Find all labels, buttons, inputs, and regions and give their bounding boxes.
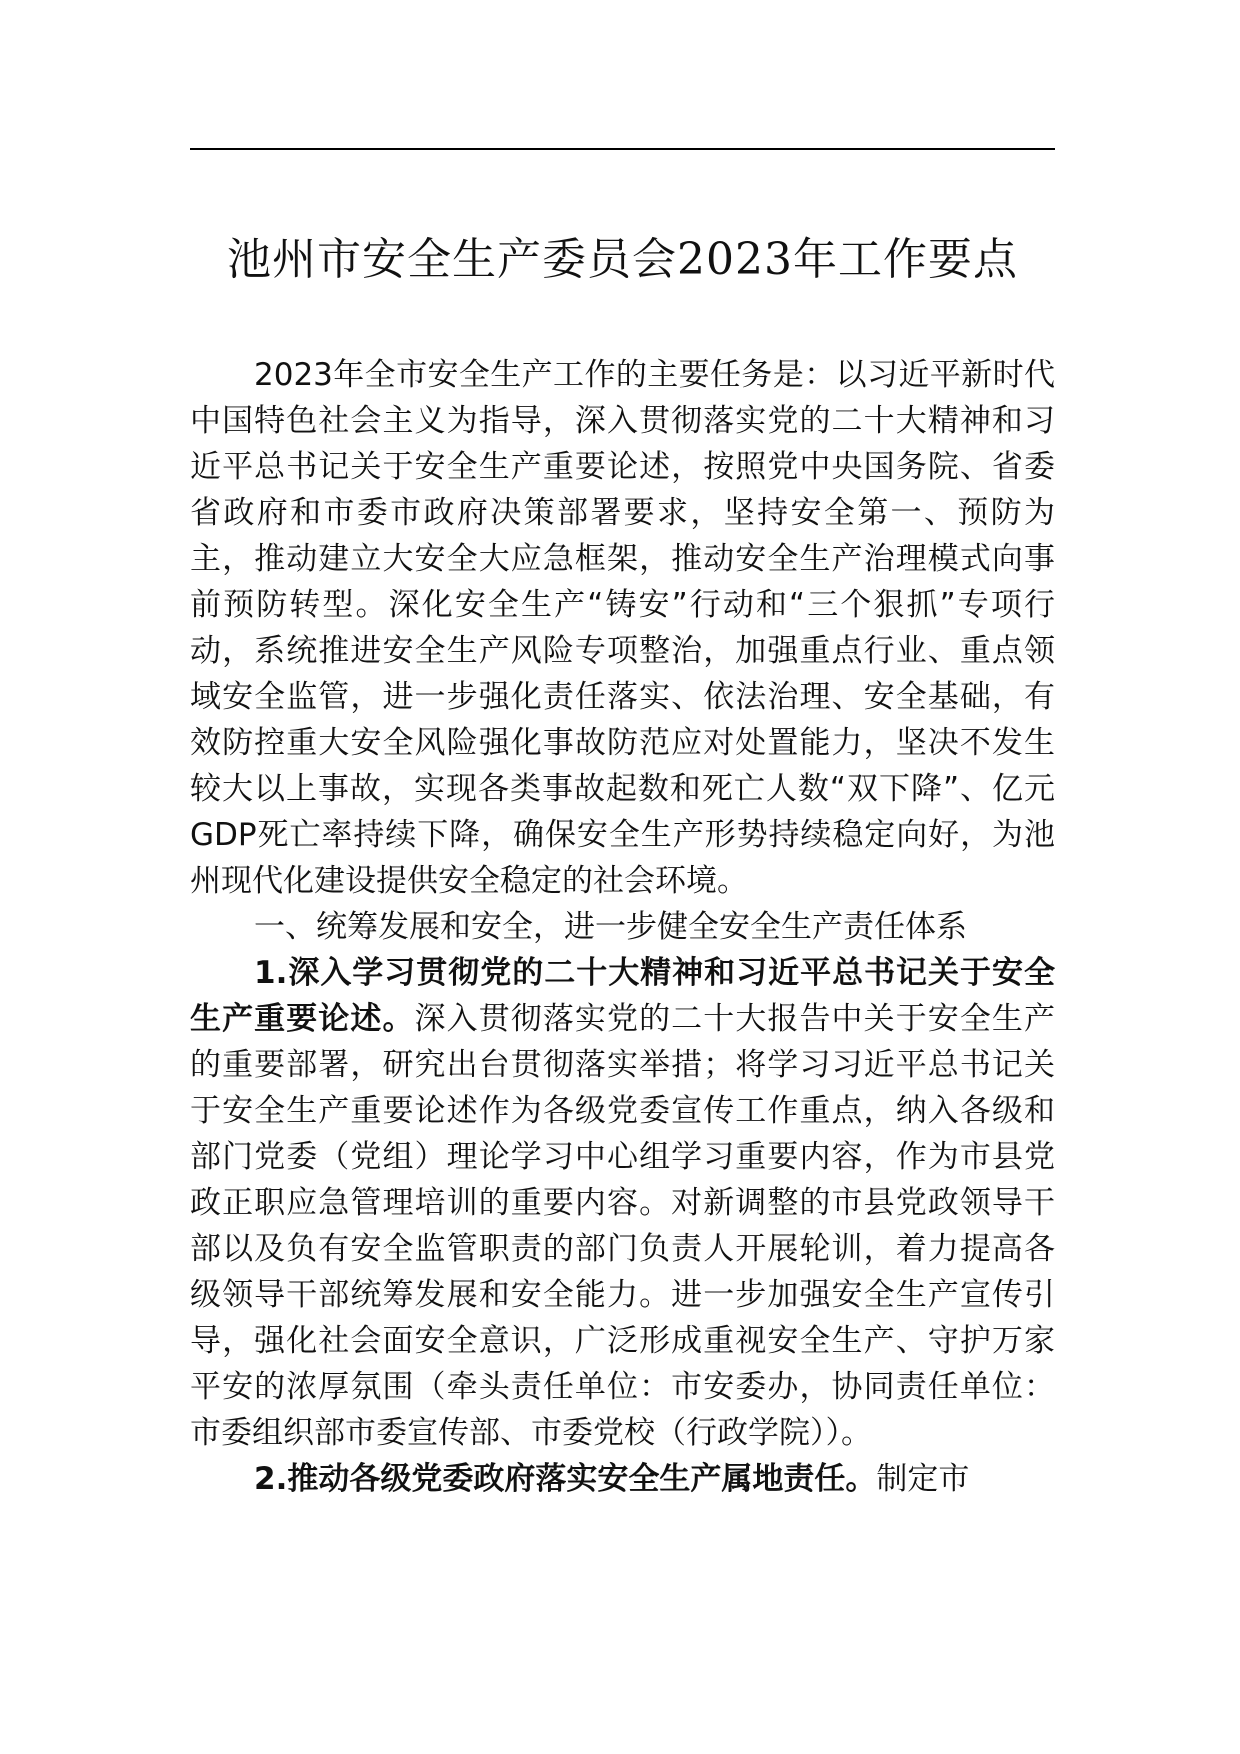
document-body bbox=[190, 352, 1055, 1502]
document-title: 池州市安全生产委员会2023年工作要点 bbox=[227, 234, 1018, 285]
item-2-paragraph bbox=[190, 1456, 1055, 1502]
intro-paragraph: 2023年全市安全生产工作的主要任务是：以习近平新时代中国特色社会主义为指导，深入贯彻落实党的二十大精神和习近平总书记关于安全生产重要论述，按照党中央国务院、省委省政府和市委市政府决策部署要求，坚持安全第一、预防为主，推动建立大安全大应急框架，推动安全生产治理模式向事前预防转型。深化安全生产“铸安”行动和“三个狠抓”专项行动，系统推进安全生产风险专项整治，加强重点行业、重点领域安全监管，进一步强化责任落实、依法治理、安全基础，有效防控重大安全风险强化事故防范应对处置能力，坚决不发生较大以上事故，实现各类事故起数和死亡人数“双下降”、亿元GDP死亡率持续下降，确保安全生产形势持续稳定向好，为池州现代化建设提供安全稳定的社会环境。 bbox=[190, 357, 1055, 899]
section-heading-1: 一、统筹发展和安全，进一步健全安全生产责任体系 bbox=[254, 909, 967, 945]
header-rule bbox=[190, 148, 1055, 150]
item-1-lead: 1.深入学习贯彻党的二十大精神和习近平总书记关于安全生产重要论述。 bbox=[190, 955, 1055, 1037]
item-2-lead: 2.推动各级党委政府落实安全生产属地责任。 bbox=[254, 1461, 877, 1497]
item-1-paragraph bbox=[190, 950, 1055, 1456]
item-1-text: 深入贯彻落实党的二十大报告中关于安全生产的重要部署，研究出台贯彻落实举措；将学习习近平总书记关于安全生产重要论述作为各级党委宣传工作重点，纳入各级和部门党委（党组）理论学习中心组学习重要内容，作为市县党政正职应急管理培训的重要内容。对新调整的市县党政领导干部以及负有安全监管职责的部门负责人开展轮训，着力提高各级领导干部统筹发展和安全能力。进一步加强安全生产宣传引导，强化社会面安全意识，广泛形成重视安全生产、守护万家平安的浓厚氛围（牵头责任单位：市安委办，协同责任单位：市委组织部市委宣传部、市委党校（行政学院））。 bbox=[190, 1001, 1056, 1451]
item-2-text: 制定市 bbox=[876, 1461, 970, 1497]
